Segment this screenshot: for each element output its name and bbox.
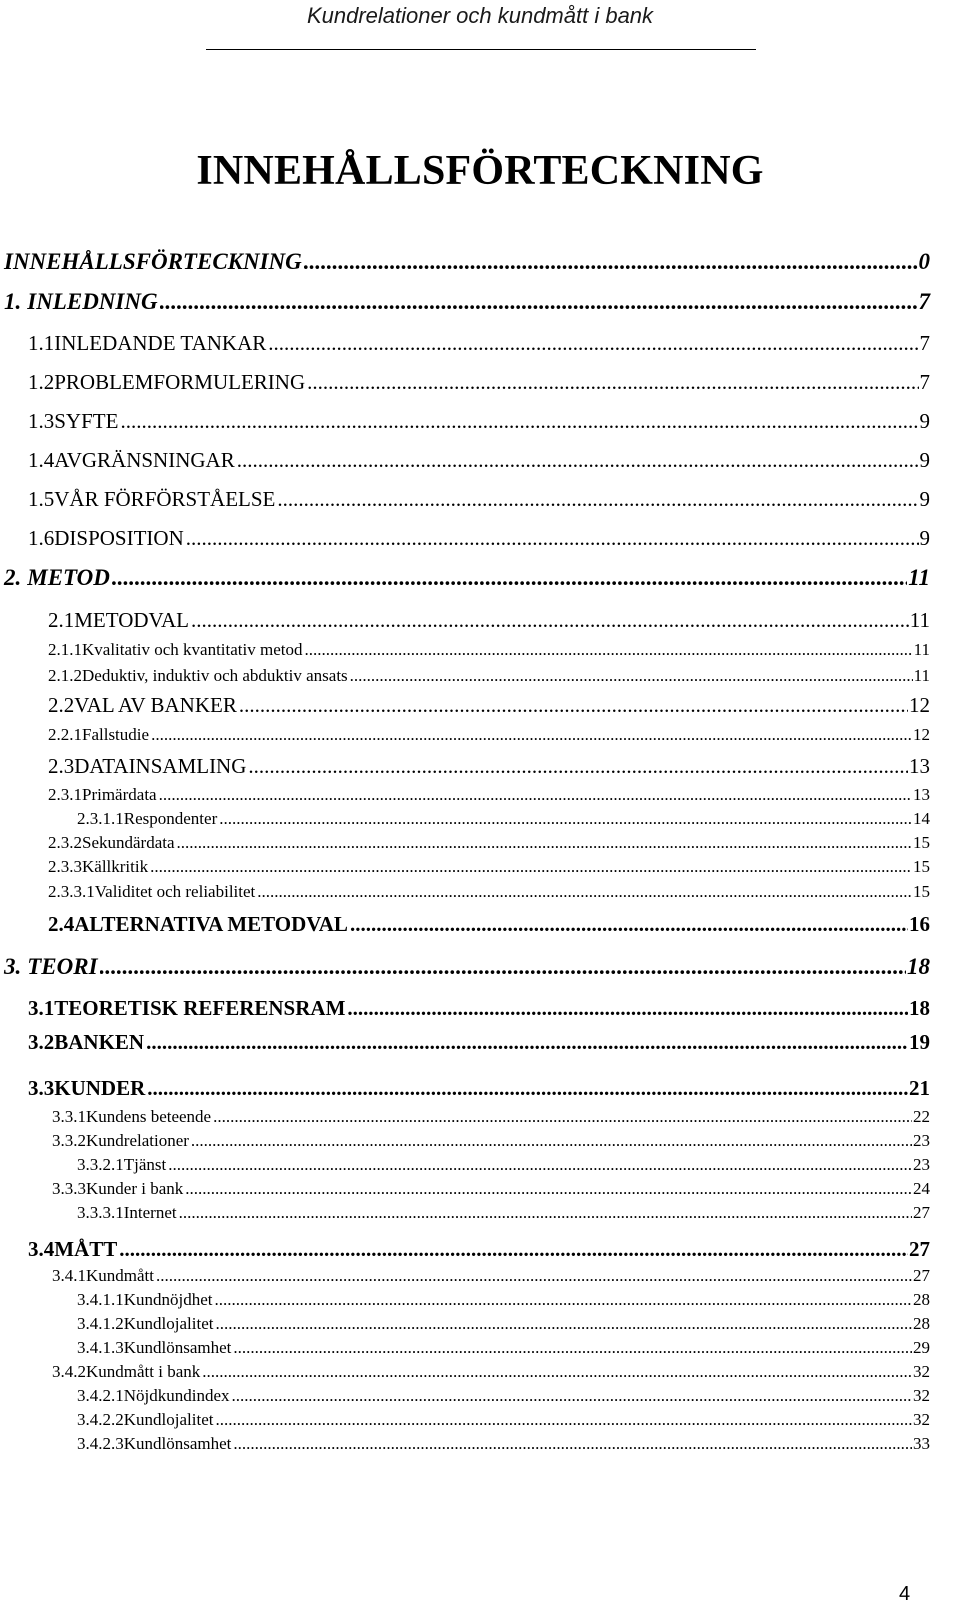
- toc-entry-title: KUNDER: [54, 1076, 146, 1100]
- toc-entry-title: Sekundärdata: [82, 833, 175, 852]
- toc-entry[interactable]: [28, 449, 930, 475]
- toc-entry-page: 32: [913, 1362, 930, 1381]
- toc-entry-title: INLEDANDE TANKAR: [54, 331, 267, 355]
- toc-entry[interactable]: [77, 1199, 930, 1225]
- toc-entry-number: 2.4: [48, 912, 75, 936]
- toc-entry-page: 24: [913, 1179, 930, 1198]
- toc-entry-title: Nöjdkundindex: [123, 1386, 230, 1405]
- toc-entry-page: 23: [913, 1131, 930, 1150]
- toc-entry-number: 2.: [4, 565, 22, 590]
- dot-leader: [168, 1156, 912, 1173]
- toc-entry-title: INLEDNING: [27, 289, 158, 314]
- toc-entry-page: 27: [909, 1237, 930, 1261]
- toc-entry-page: 15: [913, 882, 930, 901]
- toc-entry[interactable]: [77, 805, 930, 831]
- toc-entry-page: 13: [913, 785, 930, 804]
- toc-entry-title: Internet: [123, 1203, 177, 1222]
- dot-leader: [233, 1435, 912, 1452]
- toc-entry[interactable]: [77, 1406, 930, 1432]
- toc-entry-title: Kundrelationer: [86, 1131, 189, 1150]
- toc-entry-page: 29: [913, 1338, 930, 1357]
- toc-entry-number: 3.: [4, 954, 22, 979]
- toc-entry-title: Kundlojalitet: [123, 1410, 214, 1429]
- toc-entry-page: 32: [913, 1410, 930, 1429]
- toc-entry-number: 3.4.1.2: [77, 1314, 124, 1333]
- toc-entry-page: 23: [913, 1155, 930, 1174]
- toc-entry-number: 2.2: [48, 693, 75, 717]
- toc-entry-page: 12: [913, 725, 930, 744]
- toc-entry-page: 13: [909, 754, 930, 778]
- toc-entry-number: 1.1: [28, 331, 55, 355]
- toc-entry[interactable]: [77, 1382, 930, 1408]
- toc-entry[interactable]: [48, 781, 930, 807]
- toc-entry-title: Validitet och reliabilitet: [94, 882, 256, 901]
- toc-entry[interactable]: [4, 251, 930, 277]
- dot-leader: [215, 1315, 912, 1332]
- toc-entry-title: DATAINSAMLING: [74, 754, 247, 778]
- toc-entry[interactable]: [52, 1262, 930, 1288]
- toc-entry-title: METOD: [27, 565, 110, 590]
- toc-entry[interactable]: [77, 1286, 930, 1312]
- toc-entry-page: 9: [919, 448, 930, 472]
- toc-entry[interactable]: [28, 1031, 930, 1057]
- toc-entry-number: 3.4.2: [52, 1362, 86, 1381]
- toc-entry-page: 27: [913, 1266, 930, 1285]
- toc-entry-page: 16: [909, 912, 930, 936]
- dot-leader: [159, 786, 912, 803]
- toc-entry-title: ALTERNATIVA METODVAL: [74, 912, 348, 936]
- toc-entry-number: 2.3.2: [48, 833, 82, 852]
- toc-entry-page: 9: [919, 487, 930, 511]
- toc-entry[interactable]: [48, 913, 930, 939]
- page-number: 4: [899, 1583, 911, 1605]
- toc-entry-page: 18: [909, 996, 930, 1020]
- toc-entry-page: 21: [909, 1076, 930, 1100]
- document-title: INNEHÅLLSFÖRTECKNING: [196, 148, 764, 194]
- dot-leader: [202, 1363, 912, 1380]
- toc-entry-number: 2.3: [48, 754, 75, 778]
- toc-entry[interactable]: [28, 332, 930, 358]
- dot-leader: [146, 1032, 908, 1053]
- toc-entry-page: 18: [907, 954, 930, 979]
- toc-entry-number: 2.1: [48, 608, 75, 632]
- toc-entry-number: 3.4.2.3: [77, 1434, 124, 1453]
- dot-leader: [150, 858, 912, 875]
- toc-entry-title: Kundens beteende: [86, 1107, 212, 1126]
- toc-entry-page: 28: [913, 1290, 930, 1309]
- toc-entry[interactable]: [28, 997, 930, 1023]
- dot-leader: [304, 250, 918, 273]
- toc-entry[interactable]: [28, 1238, 930, 1264]
- dot-leader: [239, 695, 908, 716]
- toc-entry[interactable]: [52, 1103, 930, 1129]
- toc-entry-number: 3.4.1: [52, 1266, 86, 1285]
- toc-entry[interactable]: [48, 609, 930, 635]
- toc-entry-title: METODVAL: [74, 608, 189, 632]
- toc-entry[interactable]: [77, 1430, 930, 1456]
- toc-entry-number: 3.4.2.1: [77, 1386, 124, 1405]
- toc-entry-title: Kundnöjdhet: [123, 1290, 213, 1309]
- dot-leader: [233, 1339, 912, 1356]
- toc-entry-title: Kunder i bank: [86, 1179, 184, 1198]
- toc-entry-number: 3.4.1.1: [77, 1290, 124, 1309]
- toc-entry-title: Tjänst: [123, 1155, 167, 1174]
- toc-entry-number: 2.3.1: [48, 785, 82, 804]
- dot-leader: [177, 834, 912, 851]
- dot-leader: [156, 1267, 912, 1284]
- toc-entry-title: SYFTE: [54, 409, 119, 433]
- toc-entry-number: 3.3.3.1: [77, 1203, 124, 1222]
- toc-entry[interactable]: [48, 878, 930, 904]
- toc-entry[interactable]: [4, 567, 930, 593]
- toc-entry[interactable]: [77, 1151, 930, 1177]
- toc-entry[interactable]: [77, 1310, 930, 1336]
- toc-entry-number: 1.2: [28, 370, 55, 394]
- toc-entry-title: Kundlönsamhet: [123, 1338, 232, 1357]
- toc-entry[interactable]: [52, 1127, 930, 1153]
- dot-leader: [248, 756, 908, 777]
- dot-leader: [215, 1411, 912, 1428]
- toc-entry-page: 12: [909, 693, 930, 717]
- toc-entry-number: 3.1: [28, 996, 55, 1020]
- dot-leader: [215, 1291, 912, 1308]
- dot-leader: [257, 883, 912, 900]
- toc-entry-page: 14: [913, 809, 930, 828]
- toc-entry[interactable]: [28, 527, 930, 553]
- toc-entry-title: Primärdata: [82, 785, 157, 804]
- toc-entry-title: TEORETISK REFERENSRAM: [54, 996, 346, 1020]
- toc-entry[interactable]: [48, 662, 930, 688]
- toc-entry-page: 9: [919, 526, 930, 550]
- dot-leader: [237, 450, 919, 471]
- dot-leader: [213, 1108, 912, 1125]
- toc-entry[interactable]: [48, 721, 930, 747]
- toc-entry-page: 9: [919, 409, 930, 433]
- running-header: Kundrelationer och kundmått i bank: [306, 3, 654, 28]
- dot-leader: [219, 810, 912, 827]
- toc-entry[interactable]: [28, 371, 930, 397]
- toc-entry-page: 7: [919, 331, 930, 355]
- toc-entry-title: Kundlönsamhet: [123, 1434, 232, 1453]
- toc-entry-number: 3.3.3: [52, 1179, 86, 1198]
- toc-entry-number: 2.3.3.1: [48, 882, 95, 901]
- toc-entry-title: INNEHÅLLSFÖRTECKNING: [4, 249, 302, 274]
- toc-entry-page: 11: [908, 565, 930, 590]
- toc-entry-page: 0: [918, 249, 930, 274]
- toc-entry-title: Deduktiv, induktiv och abduktiv ansats: [82, 666, 348, 685]
- toc-entry[interactable]: [52, 1358, 930, 1384]
- toc-entry-title: TEORI: [27, 954, 98, 979]
- dot-leader: [112, 566, 907, 589]
- toc-entry[interactable]: [28, 488, 930, 514]
- toc-entry-page: 32: [913, 1386, 930, 1405]
- toc-entry-title: Respondenter: [123, 809, 218, 828]
- toc-entry-page: 15: [913, 857, 930, 876]
- dot-leader: [151, 726, 912, 743]
- dot-leader: [304, 641, 912, 658]
- dot-leader: [277, 489, 918, 510]
- dot-leader: [268, 333, 918, 354]
- toc-entry[interactable]: [4, 291, 930, 317]
- toc-entry-number: 2.1.1: [48, 640, 82, 659]
- toc-entry-title: VAL AV BANKER: [74, 693, 237, 717]
- toc-entry-number: 2.1.2: [48, 666, 82, 685]
- toc-entry[interactable]: [48, 755, 930, 781]
- dot-leader: [179, 1204, 912, 1221]
- toc-entry-title: Kvalitativ och kvantitativ metod: [82, 640, 303, 659]
- toc-entry-title: BANKEN: [54, 1030, 145, 1054]
- toc-entry-title: Fallstudie: [82, 725, 150, 744]
- dot-leader: [185, 1180, 912, 1197]
- toc-entry-number: 2.3.1.1: [77, 809, 124, 828]
- toc-entry-number: 1.: [4, 289, 22, 314]
- toc-entry-page: 28: [913, 1314, 930, 1333]
- toc-entry-number: 3.2: [28, 1030, 55, 1054]
- toc-entry-title: AVGRÄNSNINGAR: [54, 448, 235, 472]
- toc-entry-title: Kundmått: [86, 1266, 154, 1285]
- toc-entry-title: Kundmått i bank: [86, 1362, 201, 1381]
- dot-leader: [186, 528, 919, 549]
- toc-entry-title: Källkritik: [82, 857, 149, 876]
- toc-entry[interactable]: [48, 853, 930, 879]
- toc-entry[interactable]: [48, 636, 930, 662]
- toc-entry-title: MÅTT: [54, 1237, 118, 1261]
- dot-leader: [350, 914, 908, 935]
- toc-entry-page: 7: [918, 289, 930, 314]
- toc-entry-title: DISPOSITION: [54, 526, 184, 550]
- toc-entry-number: 1.4: [28, 448, 55, 472]
- toc-entry-number: 3.4: [28, 1237, 55, 1261]
- toc-entry-page: 11: [913, 640, 930, 659]
- toc-entry-number: 3.3.2: [52, 1131, 86, 1150]
- toc-entry-page: 27: [913, 1203, 930, 1222]
- dot-leader: [232, 1387, 912, 1404]
- toc-entry-number: 3.3.2.1: [77, 1155, 124, 1174]
- dot-leader: [350, 667, 913, 684]
- toc-entry-title: PROBLEMFORMULERING: [54, 370, 306, 394]
- dot-leader: [147, 1078, 908, 1099]
- toc-entry-page: 7: [919, 370, 930, 394]
- toc-entry-title: Kundlojalitet: [123, 1314, 214, 1333]
- toc-entry[interactable]: [48, 694, 930, 720]
- dot-leader: [191, 1132, 912, 1149]
- dot-leader: [191, 610, 909, 631]
- dot-leader: [160, 290, 918, 313]
- toc-entry-number: 1.3: [28, 409, 55, 433]
- toc-entry[interactable]: [28, 410, 930, 436]
- toc-entry-number: 2.3.3: [48, 857, 82, 876]
- toc-entry-page: 11: [909, 608, 930, 632]
- toc-entry[interactable]: [28, 1077, 930, 1103]
- toc-entry[interactable]: [4, 956, 930, 982]
- toc-entry-number: 3.3.1: [52, 1107, 86, 1126]
- toc-entry-number: 3.4.2.2: [77, 1410, 124, 1429]
- toc-entry[interactable]: [48, 829, 930, 855]
- dot-leader: [347, 998, 908, 1019]
- toc-entry-number: 1.5: [28, 487, 55, 511]
- toc-entry-number: 2.2.1: [48, 725, 82, 744]
- dot-leader: [100, 955, 906, 978]
- toc-entry-number: 1.6: [28, 526, 55, 550]
- toc-entry[interactable]: [77, 1334, 930, 1360]
- toc-entry[interactable]: [52, 1175, 930, 1201]
- toc-entry-page: 15: [913, 833, 930, 852]
- toc-entry-title: VÅR FÖRFÖRSTÅELSE: [54, 487, 276, 511]
- toc-entry-number: 3.4.1.3: [77, 1338, 124, 1357]
- toc-entry-number: 3.3: [28, 1076, 55, 1100]
- dot-leader: [120, 411, 918, 432]
- dot-leader: [119, 1239, 908, 1260]
- toc-entry-page: 22: [913, 1107, 930, 1126]
- dot-leader: [307, 372, 918, 393]
- toc-entry-page: 19: [909, 1030, 930, 1054]
- toc-entry-page: 33: [913, 1434, 930, 1453]
- toc-entry-page: 11: [913, 666, 930, 685]
- header-rule: [206, 49, 756, 50]
